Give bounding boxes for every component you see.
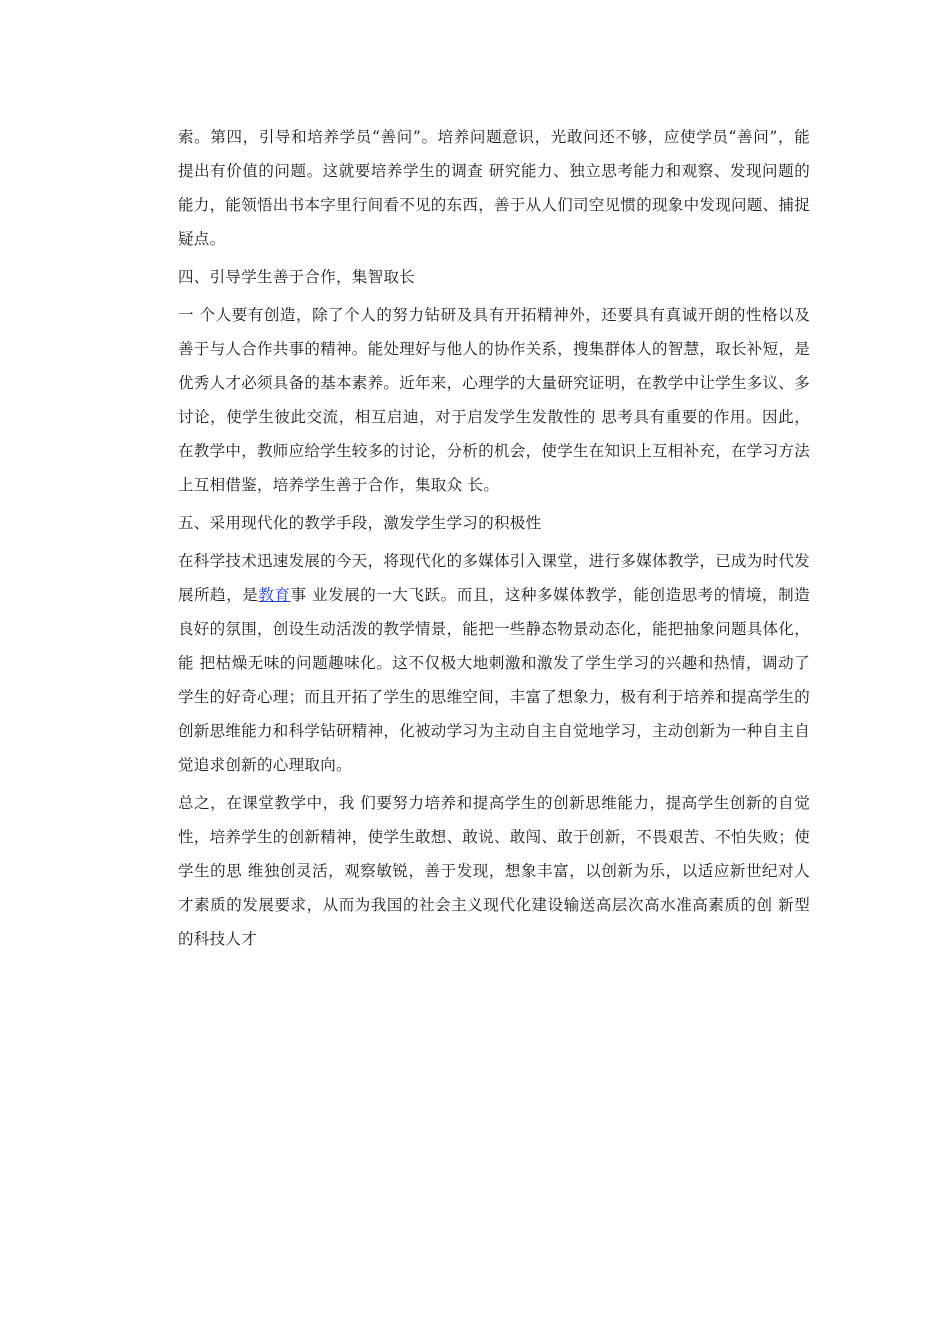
- paragraph-multimedia-text-before: 在科学技术迅速发展的今天，将现代化的多媒体引入课堂，进行多媒体教学，已成为时代发展所趋，是: [178, 552, 811, 604]
- paragraph-conclusion: 总之，在课堂教学中，我 们要努力培养和提高学生的创新思维能力，提高学生创新的自觉性，培养学生的创新精神，使学生敢想、敢说、敢闯、敢于创新，不畏艰苦、不怕失败；使学生的思 维独创灵活，观察敏锐，善于发现，想象丰富，以创新为乐，以适应新世纪对人才素质的发展要求，从而为我国的社会主义现代化建设输送高层次高水准高素质的创 新型的科技人才: [178, 794, 811, 948]
- document-body: [178, 120, 810, 960]
- paragraph-cooperation: 一 个人要有创造，除了个人的努力钻研及具有开拓精神外，还要具有真诚开朗的性格以及善于与人合作共事的精神。能处理好与他人的协作关系，搜集群体人的智慧，取长补短，是优秀人才必须具备的基本素养。近年来，心理学的大量研究证明，在教学中让学生多议、多讨论，使学生彼此交流，相互启迪，对于启发学生发散性的 思考具有重要的作用。因此，在教学中，教师应给学生较多的讨论，分析的机会，使学生在知识上互相补充，在学习方法上互相借鉴，培养学生善于合作，集取众 长。: [178, 306, 811, 494]
- education-link[interactable]: 教育: [258, 586, 291, 604]
- paragraph-multimedia: [178, 544, 810, 782]
- paragraph-questioning: 索。第四，引导和培养学员“善问”。培养问题意识，光敢问还不够，应使学员“善问”，能提出有价值的问题。这就要培养学生的调查 研究能力、独立思考能力和观察、发现问题的能力，能领悟出书本字里行间看不见的东西，善于从人们司空见惯的现象中发现问题、捕捉疑点。: [178, 128, 811, 248]
- paragraph-multimedia-text-after: 事 业发展的一大飞跃。而且，这种多媒体教学，能创造思考的情境，制造良好的氛围，创设生动活泼的教学情景，能把一些静态物景动态化，能把抽象问题具体化，能 把枯燥无味的问题趣味化。这不仅极大地刺激和激发了学生学习的兴趣和热情，调动了学生的好奇心理；而且开拓了学生的思维空间，丰富了想象力，极有利于培养和提高学生的创新思维能力和科学钻研精神，化被动学习为主动自主自觉地学习，主动创新为一种自主自觉追求创新的心理取向。: [178, 586, 811, 774]
- section-heading-modern-teaching: 五、采用现代化的教学手段，激发学生学习的积极性: [178, 514, 542, 532]
- section-heading-cooperation: 四、引导学生善于合作，集智取长: [178, 268, 416, 286]
